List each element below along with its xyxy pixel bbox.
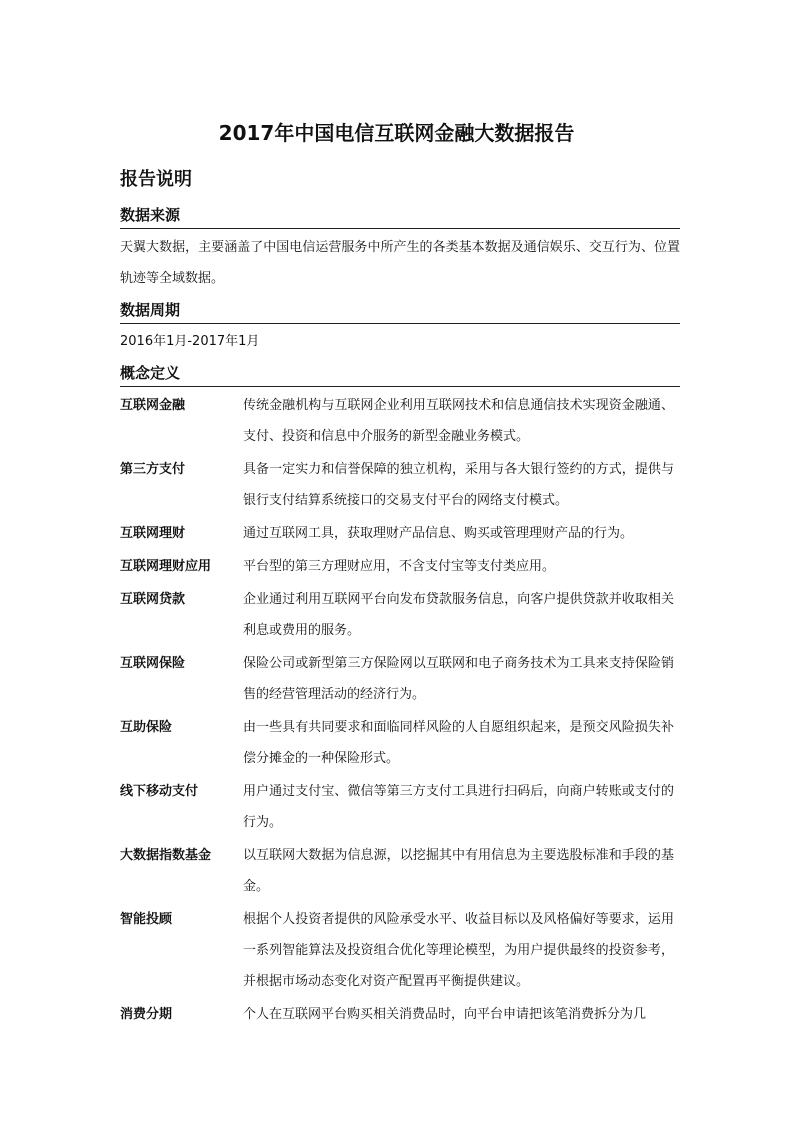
heading-definitions: 概念定义 <box>120 362 680 387</box>
definition-row <box>120 390 680 452</box>
definition-desc: 具备一定实力和信誉保障的独立机构，采用与各大银行签约的方式，提供与银行支付结算系统接口的交易支付平台的网络支付模式。 <box>243 462 674 508</box>
definition-desc: 由一些具有共同要求和面临同样风险的人自愿组织起来，是预交风险损失补偿分摊金的一种保险形式。 <box>243 720 674 766</box>
definition-desc: 以互联网大数据为信息源，以挖掘其中有用信息为主要选股标准和手段的基金。 <box>243 848 674 894</box>
definition-term: 智能投顾 <box>120 912 173 927</box>
definition-desc: 用户通过支付宝、微信等第三方支付工具进行扫码后，向商户转账或支付的行为。 <box>243 784 674 830</box>
definition-desc: 通过互联网工具，获取理财产品信息、购买或管理理财产品的行为。 <box>243 526 634 541</box>
definition-row <box>120 648 680 710</box>
definition-term: 线下移动支付 <box>120 784 199 799</box>
definition-desc: 个人在互联网平台购买相关消费品时，向平台申请把该笔消费拆分为几 <box>243 1007 647 1022</box>
definition-desc: 保险公司或新型第三方保险网以互联网和电子商务技术为工具来支持保险销售的经营管理活动的经济行为。 <box>243 656 674 702</box>
document-title: 2017年中国电信互联网金融大数据报告 <box>218 121 575 145</box>
definition-row <box>120 999 680 1030</box>
definition-desc: 传统金融机构与互联网企业利用互联网技术和信息通信技术实现资金融通、支付、投资和信息中介服务的新型金融业务模式。 <box>243 398 674 444</box>
definition-row <box>120 840 680 902</box>
data-source-text: 天翼大数据，主要涵盖了中国电信运营服务中所产生的各类基本数据及通信娱乐、交互行为、位置轨迹等全域数据。 <box>120 240 680 286</box>
definition-term: 互助保险 <box>120 720 173 735</box>
definition-term: 第三方支付 <box>120 462 186 477</box>
definition-term: 互联网贷款 <box>120 592 186 607</box>
definitions-list <box>120 390 680 1032</box>
definition-row <box>120 712 680 774</box>
definition-term: 互联网保险 <box>120 656 186 671</box>
heading-data-period: 数据周期 <box>120 299 680 324</box>
definition-row <box>120 776 680 838</box>
definition-desc: 平台型的第三方理财应用，不含支付宝等支付类应用。 <box>243 559 556 574</box>
definition-term: 互联网金融 <box>120 398 186 413</box>
definition-row <box>120 584 680 646</box>
heading-data-source: 数据来源 <box>120 204 680 229</box>
definition-desc: 企业通过利用互联网平台向发布贷款服务信息，向客户提供贷款并收取相关利息或费用的服务。 <box>243 592 674 638</box>
definition-row <box>120 551 680 582</box>
definition-term: 消费分期 <box>120 1007 173 1022</box>
definition-row <box>120 454 680 516</box>
section-heading-report-notes: 报告说明 <box>120 169 192 190</box>
definition-desc: 根据个人投资者提供的风险承受水平、收益目标以及风格偏好等要求，运用一系列智能算法及投资组合优化等理论模型，为用户提供最终的投资参考，并根据市场动态变化对资产配置再平衡提供建议。 <box>243 912 674 989</box>
definition-row <box>120 518 680 549</box>
definition-term: 互联网理财应用 <box>120 559 212 574</box>
data-period-text: 2016年1月-2017年1月 <box>120 334 260 349</box>
definition-term: 大数据指数基金 <box>120 848 212 863</box>
definition-row <box>120 904 680 997</box>
definition-term: 互联网理财 <box>120 526 186 541</box>
